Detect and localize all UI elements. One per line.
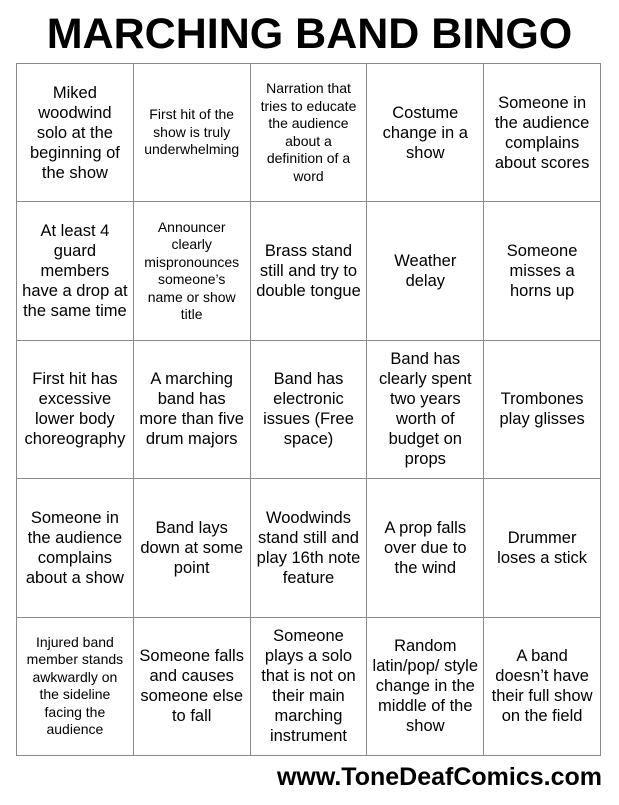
bingo-cell-text: Trombones play glisses [499,390,585,429]
bingo-cell-r4c2[interactable] [134,479,251,617]
page-title: MARCHING BAND BINGO [46,10,573,58]
bingo-cell-text: First hit of the show is truly underwhelming [144,106,240,158]
bingo-cell-text: Random latin/pop/ style change in the middle of the show [372,637,479,736]
bingo-cell-r1c3[interactable] [251,64,368,202]
bingo-cell-text: Injured band member stands awkwardly on the sideline facing the audience [26,633,124,738]
bingo-cell-text: Drummer loses a stick [497,528,588,567]
bingo-cell-text: A prop falls over due to the wind [384,518,467,577]
bingo-cell-r2c5[interactable] [484,202,601,340]
bingo-cell-text: Someone in the audience complains about scores [494,93,590,172]
bingo-cell-r5c2[interactable] [134,618,251,756]
bingo-cell-text: At least 4 guard members have a drop at the same time [22,222,128,321]
bingo-cell-r3c3-free-space[interactable] [251,341,368,479]
bingo-cell-text: A band doesn’t have their full show on the field [491,647,593,726]
bingo-cell-text: Woodwinds stand still and play 16th note feature [256,508,361,587]
bingo-cell-text: Someone misses a horns up [506,242,578,301]
bingo-cell-r4c5[interactable] [484,479,601,617]
bingo-cell-r5c1[interactable] [17,618,134,756]
bingo-cell-text: A marching band has more than five drum majors [139,370,244,449]
bingo-cell-text: Band has clearly spent two years worth of budget on props [378,350,472,469]
bingo-cell-text: Announcer clearly mispronounces someone’s name or show title [144,218,240,323]
bingo-cell-r2c2[interactable] [134,202,251,340]
bingo-cell-text: Someone plays a solo that is not on their main marching instrument [261,627,356,746]
bingo-cell-r1c4[interactable] [367,64,484,202]
bingo-cell-r5c5[interactable] [484,618,601,756]
footer-website: www.ToneDeafComics.com [276,763,602,791]
bingo-cell-text: Weather delay [394,252,457,291]
bingo-cell-r2c4[interactable] [367,202,484,340]
bingo-cell-r1c5[interactable] [484,64,601,202]
bingo-cell-text: Narration that tries to educate the audience about a definition of a word [260,80,357,184]
bingo-cell-r4c3[interactable] [251,479,368,617]
bingo-cell-text: Someone falls and causes someone else to fall [139,647,244,726]
bingo-cell-r5c3[interactable] [251,618,368,756]
bingo-cell-r4c1[interactable] [17,479,134,617]
bingo-cell-text: Band has electronic issues (Free space) [263,370,354,449]
bingo-cell-text: First hit has excessive lower body choreography [24,370,126,449]
bingo-cell-r4c4[interactable] [367,479,484,617]
bingo-cell-r5c4[interactable] [367,618,484,756]
bingo-cell-r3c5[interactable] [484,341,601,479]
bingo-cell-r2c1[interactable] [17,202,134,340]
bingo-cell-text: Band lays down at some point [140,518,244,577]
bingo-cell-r1c2[interactable] [134,64,251,202]
bingo-cell-text: Brass stand still and try to double tongue [256,242,361,301]
bingo-cell-r3c2[interactable] [134,341,251,479]
bingo-cell-r2c3[interactable] [251,202,368,340]
bingo-cell-r1c1[interactable] [17,64,134,202]
bingo-cell-r3c1[interactable] [17,341,134,479]
bingo-cell-text: Costume change in a show [382,103,468,162]
bingo-cell-r3c4[interactable] [367,341,484,479]
bingo-grid [16,63,601,756]
bingo-cell-text: Miked woodwind solo at the beginning of the show [29,83,120,182]
bingo-cell-text: Someone in the audience complains about a show [25,508,124,587]
